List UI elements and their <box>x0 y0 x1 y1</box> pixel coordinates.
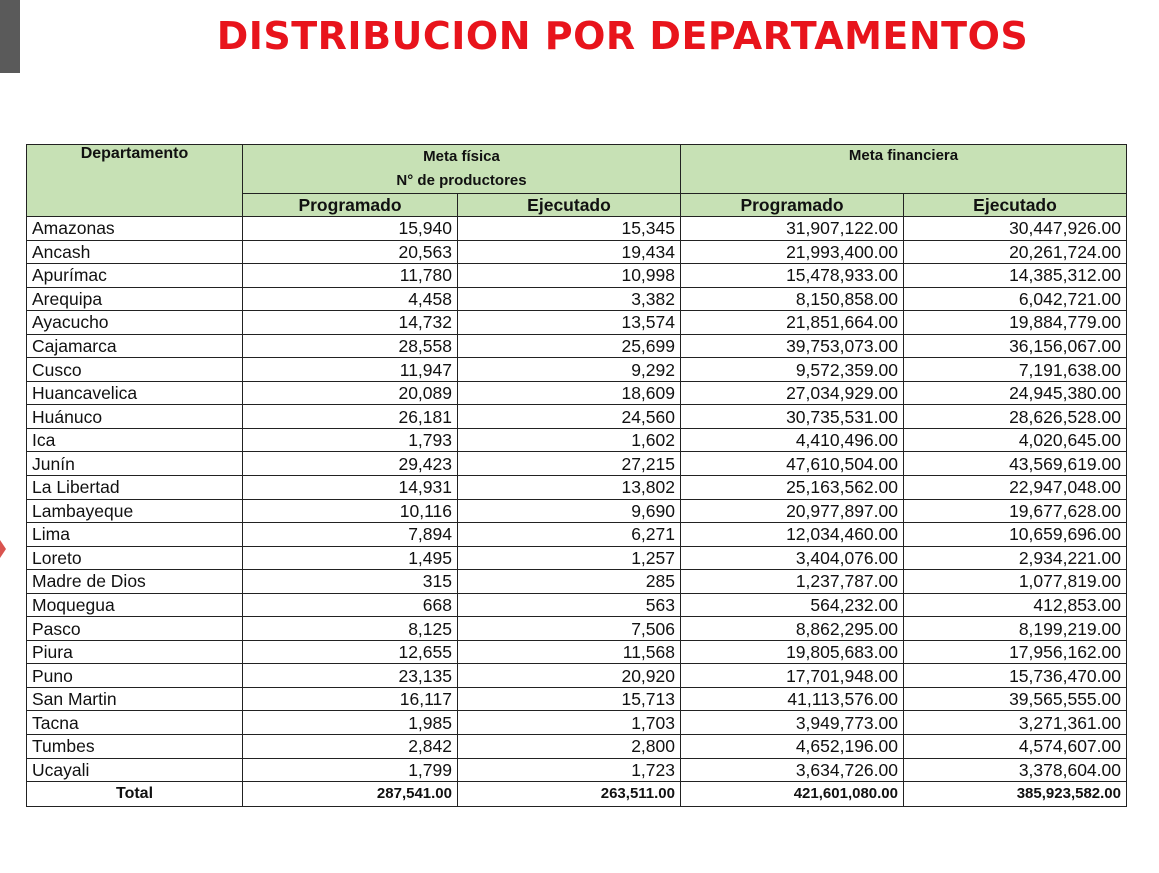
cell-fisica-programado: 11,780 <box>243 264 458 288</box>
cell-fisica-ejecutado: 13,802 <box>458 476 681 500</box>
cell-financiera-ejecutado: 22,947,048.00 <box>904 476 1127 500</box>
cell-departamento: Apurímac <box>27 264 243 288</box>
table-row <box>27 428 1127 452</box>
cell-fisica-programado: 10,116 <box>243 499 458 523</box>
page-title: DISTRIBUCION POR DEPARTAMENTOS <box>216 14 1029 58</box>
table-row <box>27 711 1127 735</box>
table-row <box>27 758 1127 782</box>
cell-fisica-programado: 29,423 <box>243 452 458 476</box>
cell-fisica-programado: 7,894 <box>243 523 458 547</box>
header-meta-fisica-label: Meta física <box>423 148 500 165</box>
table-row <box>27 240 1127 264</box>
cell-financiera-ejecutado: 20,261,724.00 <box>904 240 1127 264</box>
cell-fisica-ejecutado: 13,574 <box>458 311 681 335</box>
table-row <box>27 617 1127 641</box>
table-row <box>27 687 1127 711</box>
cell-fisica-programado: 20,089 <box>243 381 458 405</box>
cell-financiera-ejecutado: 43,569,619.00 <box>904 452 1127 476</box>
cell-financiera-programado: 39,753,073.00 <box>681 334 904 358</box>
cell-fisica-programado: 11,947 <box>243 358 458 382</box>
cell-fisica-programado: 14,931 <box>243 476 458 500</box>
cell-financiera-programado: 31,907,122.00 <box>681 217 904 241</box>
cell-financiera-ejecutado: 4,574,607.00 <box>904 735 1127 759</box>
cell-fisica-ejecutado: 27,215 <box>458 452 681 476</box>
cell-financiera-programado: 564,232.00 <box>681 593 904 617</box>
cell-departamento: Lambayeque <box>27 499 243 523</box>
cell-fisica-ejecutado: 3,382 <box>458 287 681 311</box>
cell-fisica-programado: 26,181 <box>243 405 458 429</box>
cell-departamento: Huancavelica <box>27 381 243 405</box>
cell-financiera-programado: 4,410,496.00 <box>681 428 904 452</box>
cell-financiera-ejecutado: 24,945,380.00 <box>904 381 1127 405</box>
cell-fisica-ejecutado: 7,506 <box>458 617 681 641</box>
cell-fisica-ejecutado: 6,271 <box>458 523 681 547</box>
cell-financiera-programado: 47,610,504.00 <box>681 452 904 476</box>
cell-fisica-ejecutado: 20,920 <box>458 664 681 688</box>
cell-fisica-programado: 20,563 <box>243 240 458 264</box>
cell-fisica-programado: 668 <box>243 593 458 617</box>
cell-fisica-programado: 14,732 <box>243 311 458 335</box>
header-fisica-ejecutado: Ejecutado <box>458 194 681 217</box>
cell-fisica-programado: 16,117 <box>243 687 458 711</box>
table-row <box>27 476 1127 500</box>
cell-departamento: Lima <box>27 523 243 547</box>
cell-fisica-ejecutado: 9,690 <box>458 499 681 523</box>
cell-departamento: Huánuco <box>27 405 243 429</box>
cell-financiera-programado: 19,805,683.00 <box>681 640 904 664</box>
cell-financiera-programado: 12,034,460.00 <box>681 523 904 547</box>
cell-financiera-ejecutado: 7,191,638.00 <box>904 358 1127 382</box>
cell-departamento: Cajamarca <box>27 334 243 358</box>
cell-departamento: Arequipa <box>27 287 243 311</box>
cell-fisica-ejecutado: 24,560 <box>458 405 681 429</box>
cell-financiera-programado: 17,701,948.00 <box>681 664 904 688</box>
table-row <box>27 546 1127 570</box>
cell-departamento: Puno <box>27 664 243 688</box>
cell-departamento: San Martin <box>27 687 243 711</box>
cell-financiera-programado: 3,634,726.00 <box>681 758 904 782</box>
cell-financiera-ejecutado: 2,934,221.00 <box>904 546 1127 570</box>
cell-departamento: Amazonas <box>27 217 243 241</box>
header-financiera-ejecutado: Ejecutado <box>904 194 1127 217</box>
cell-financiera-programado: 20,977,897.00 <box>681 499 904 523</box>
cell-departamento: Pasco <box>27 617 243 641</box>
cell-departamento: Madre de Dios <box>27 570 243 594</box>
cell-fisica-ejecutado: 11,568 <box>458 640 681 664</box>
cell-departamento: La Libertad <box>27 476 243 500</box>
header-fisica-programado: Programado <box>243 194 458 217</box>
cell-departamento: Tumbes <box>27 735 243 759</box>
cell-financiera-ejecutado: 19,884,779.00 <box>904 311 1127 335</box>
table-row <box>27 593 1127 617</box>
cell-financiera-ejecutado: 3,271,361.00 <box>904 711 1127 735</box>
cell-financiera-programado: 1,237,787.00 <box>681 570 904 594</box>
cell-fisica-ejecutado: 15,713 <box>458 687 681 711</box>
cell-financiera-programado: 27,034,929.00 <box>681 381 904 405</box>
cell-fisica-ejecutado: 1,602 <box>458 428 681 452</box>
header-departamento: Departamento <box>27 145 243 217</box>
cell-financiera-ejecutado: 15,736,470.00 <box>904 664 1127 688</box>
cell-departamento: Ayacucho <box>27 311 243 335</box>
cell-fisica-ejecutado: 1,723 <box>458 758 681 782</box>
cell-fisica-programado: 1,799 <box>243 758 458 782</box>
cell-fisica-ejecutado: 10,998 <box>458 264 681 288</box>
cell-financiera-ejecutado: 19,677,628.00 <box>904 499 1127 523</box>
table-row <box>27 640 1127 664</box>
cell-fisica-programado: 8,125 <box>243 617 458 641</box>
cell-financiera-ejecutado: 39,565,555.00 <box>904 687 1127 711</box>
table-row <box>27 381 1127 405</box>
cell-financiera-programado: 25,163,562.00 <box>681 476 904 500</box>
cell-financiera-ejecutado: 14,385,312.00 <box>904 264 1127 288</box>
table-row <box>27 570 1127 594</box>
cell-fisica-ejecutado: 9,292 <box>458 358 681 382</box>
table-row <box>27 358 1127 382</box>
cell-financiera-programado: 3,949,773.00 <box>681 711 904 735</box>
cell-financiera-programado: 30,735,531.00 <box>681 405 904 429</box>
cell-departamento: Cusco <box>27 358 243 382</box>
total-row <box>27 782 1127 807</box>
cell-financiera-programado: 8,862,295.00 <box>681 617 904 641</box>
table-row <box>27 217 1127 241</box>
cell-departamento: Piura <box>27 640 243 664</box>
cell-fisica-programado: 28,558 <box>243 334 458 358</box>
table-row <box>27 499 1127 523</box>
cell-fisica-programado: 1,495 <box>243 546 458 570</box>
table-row <box>27 264 1127 288</box>
cell-financiera-programado: 4,652,196.00 <box>681 735 904 759</box>
cell-financiera-ejecutado: 30,447,926.00 <box>904 217 1127 241</box>
table-row <box>27 664 1127 688</box>
cell-fisica-ejecutado: 25,699 <box>458 334 681 358</box>
cell-financiera-ejecutado: 4,020,645.00 <box>904 428 1127 452</box>
cell-departamento: Loreto <box>27 546 243 570</box>
cell-financiera-ejecutado: 17,956,162.00 <box>904 640 1127 664</box>
cell-financiera-ejecutado: 10,659,696.00 <box>904 523 1127 547</box>
total-fisica-ejecutado: 263,511.00 <box>458 782 681 807</box>
cell-departamento: Ica <box>27 428 243 452</box>
table-row <box>27 334 1127 358</box>
header-meta-fisica <box>243 145 681 194</box>
cell-financiera-programado: 8,150,858.00 <box>681 287 904 311</box>
header-productores-label: N° de productores <box>396 172 527 189</box>
cell-financiera-ejecutado: 412,853.00 <box>904 593 1127 617</box>
cell-fisica-programado: 1,793 <box>243 428 458 452</box>
total-financiera-programado: 421,601,080.00 <box>681 782 904 807</box>
cell-financiera-programado: 21,993,400.00 <box>681 240 904 264</box>
cell-fisica-ejecutado: 285 <box>458 570 681 594</box>
total-departamento: Total <box>27 782 243 807</box>
cell-financiera-programado: 41,113,576.00 <box>681 687 904 711</box>
cell-fisica-ejecutado: 19,434 <box>458 240 681 264</box>
cell-fisica-ejecutado: 563 <box>458 593 681 617</box>
cell-fisica-ejecutado: 1,257 <box>458 546 681 570</box>
table-row <box>27 523 1127 547</box>
cell-fisica-programado: 12,655 <box>243 640 458 664</box>
table-row <box>27 311 1127 335</box>
cell-financiera-ejecutado: 6,042,721.00 <box>904 287 1127 311</box>
cell-departamento: Junín <box>27 452 243 476</box>
cell-fisica-programado: 23,135 <box>243 664 458 688</box>
cell-departamento: Moquegua <box>27 593 243 617</box>
table-row <box>27 452 1127 476</box>
cell-fisica-ejecutado: 18,609 <box>458 381 681 405</box>
cell-departamento: Tacna <box>27 711 243 735</box>
side-arrow-icon <box>0 540 6 558</box>
header-financiera-programado: Programado <box>681 194 904 217</box>
cell-financiera-ejecutado: 8,199,219.00 <box>904 617 1127 641</box>
cell-financiera-ejecutado: 1,077,819.00 <box>904 570 1127 594</box>
cell-financiera-ejecutado: 28,626,528.00 <box>904 405 1127 429</box>
distribution-table <box>26 144 1127 807</box>
cell-fisica-programado: 4,458 <box>243 287 458 311</box>
table-body <box>27 217 1127 807</box>
cell-fisica-ejecutado: 1,703 <box>458 711 681 735</box>
cell-fisica-programado: 15,940 <box>243 217 458 241</box>
table-row <box>27 735 1127 759</box>
total-fisica-programado: 287,541.00 <box>243 782 458 807</box>
cell-financiera-programado: 15,478,933.00 <box>681 264 904 288</box>
header-meta-financiera: Meta financiera <box>681 145 1127 194</box>
cell-departamento: Ucayali <box>27 758 243 782</box>
cell-fisica-programado: 1,985 <box>243 711 458 735</box>
cell-financiera-programado: 9,572,359.00 <box>681 358 904 382</box>
table-row <box>27 287 1127 311</box>
cell-fisica-programado: 2,842 <box>243 735 458 759</box>
cell-fisica-programado: 315 <box>243 570 458 594</box>
cell-financiera-ejecutado: 3,378,604.00 <box>904 758 1127 782</box>
cell-financiera-ejecutado: 36,156,067.00 <box>904 334 1127 358</box>
cell-financiera-programado: 3,404,076.00 <box>681 546 904 570</box>
cell-fisica-ejecutado: 15,345 <box>458 217 681 241</box>
total-financiera-ejecutado: 385,923,582.00 <box>904 782 1127 807</box>
cell-departamento: Ancash <box>27 240 243 264</box>
cell-fisica-ejecutado: 2,800 <box>458 735 681 759</box>
table-row <box>27 405 1127 429</box>
cell-financiera-programado: 21,851,664.00 <box>681 311 904 335</box>
